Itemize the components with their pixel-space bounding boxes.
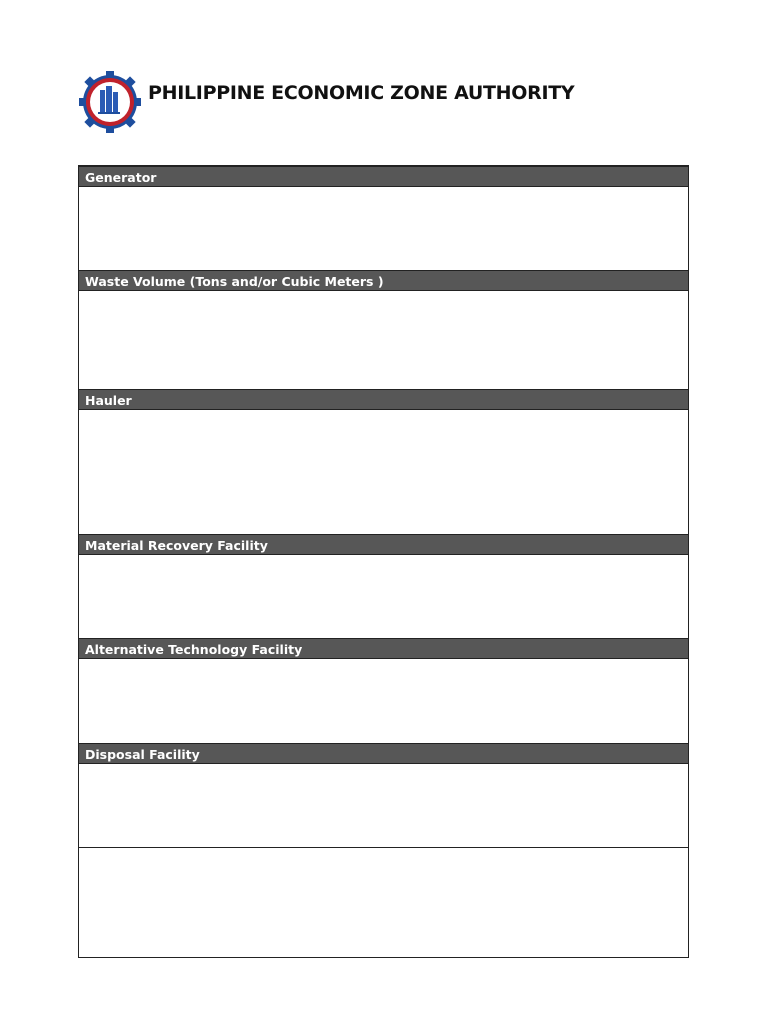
document-header [76, 70, 696, 134]
section-body-hauler[interactable] [79, 410, 688, 534]
section-body-extra[interactable] [79, 848, 688, 957]
organization-name: PHILIPPINE ECONOMIC ZONE AUTHORITY [148, 82, 575, 104]
section-header-hauler: Hauler [79, 389, 688, 410]
section-header-generator: Generator [79, 166, 688, 187]
section-header-material-recovery-facility: Material Recovery Facility [79, 534, 688, 555]
section-header-waste-volume: Waste Volume (Tons and/or Cubic Meters ) [79, 270, 688, 291]
section-body-material-recovery-facility[interactable] [79, 555, 688, 639]
section-body-alternative-technology-facility[interactable] [79, 659, 688, 743]
section-body-generator[interactable] [79, 187, 688, 271]
waste-tracking-form [78, 165, 689, 958]
peza-logo [76, 70, 144, 134]
section-header-alternative-technology-facility: Alternative Technology Facility [79, 638, 688, 659]
section-body-waste-volume[interactable] [79, 291, 688, 389]
section-header-disposal-facility: Disposal Facility [79, 743, 688, 764]
section-body-disposal-facility[interactable] [79, 764, 688, 847]
